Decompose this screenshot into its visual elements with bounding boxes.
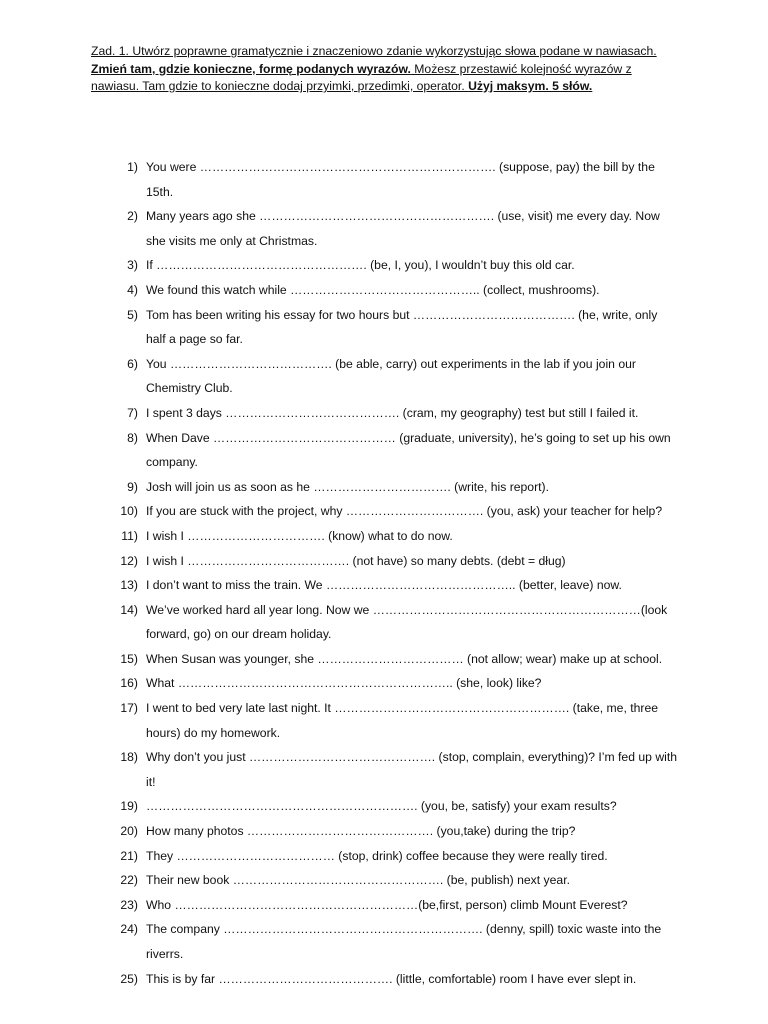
task-item xyxy=(108,204,678,253)
task-number: 7) xyxy=(127,405,138,420)
task-text: If ……………………………………………. (be, I, you), I wouldn’t buy this old car. xyxy=(146,258,575,273)
task-number: 21) xyxy=(120,848,138,863)
task-number: 5) xyxy=(127,307,138,322)
task-text: You …………………………………. (be able, carry) out experiments in the lab if you join our Chemistry Club. xyxy=(146,356,636,396)
task-text: The company ………………………………………………………. (denny, spill) toxic waste into the riverrs. xyxy=(146,922,662,961)
task-text: I don’t want to miss the train. We ……………………………………….. (better, leave) now. xyxy=(146,578,622,593)
task-item xyxy=(108,426,678,475)
task-number: 4) xyxy=(127,282,138,297)
task-text: You were ………………………………………………………………. (suppose, pay) the bill by the 15th. xyxy=(146,160,655,199)
task-text: If you are stuck with the project, why ……………………………. (you, ask) your teacher for help? xyxy=(146,504,663,519)
task-number: 1) xyxy=(127,160,138,174)
instructions-bold-2: Użyj maksym. 5 słów. xyxy=(468,79,593,93)
task-number: 25) xyxy=(120,971,138,986)
task-number: 10) xyxy=(120,504,138,519)
task-item xyxy=(108,917,678,966)
task-item xyxy=(108,844,678,869)
task-number: 11) xyxy=(121,528,138,543)
task-text: Josh will join us as soon as he ……………………………. (write, his report). xyxy=(146,479,549,494)
task-item xyxy=(108,278,678,303)
task-text: This is by far ……………………………………. (little, comfortable) room I have ever slept in. xyxy=(146,971,637,986)
task-text: How many photos ………………………………………. (you,take) during the trip? xyxy=(146,824,576,839)
task-number: 24) xyxy=(120,922,138,937)
task-text: I wish I …………………………………. (not have) so many debts. (debt = dług) xyxy=(146,553,566,568)
task-number: 19) xyxy=(120,799,138,814)
task-item xyxy=(108,745,678,794)
task-number: 23) xyxy=(120,897,138,912)
task-number: 13) xyxy=(120,578,138,593)
task-text: When Susan was younger, she ……………………………… (not allow; wear) make up at school. xyxy=(146,651,663,666)
task-number: 14) xyxy=(120,602,138,617)
task-text: When Dave ……………………………………… (graduate, university), he’s going to set up his own company. xyxy=(146,430,671,470)
task-text: I spent 3 days ……………………………………. (cram, my geography) test but still I failed it. xyxy=(146,405,639,420)
task-number: 15) xyxy=(120,651,138,666)
task-text: I went to bed very late last night. It …………………………………………………. (take, me, three hours) do my homework. xyxy=(146,701,659,740)
task-item xyxy=(108,573,678,598)
instructions-part-2: Możesz przestawić kolejność wyrazów z nawiasu. Tam gdzie to konieczne dodaj przyimki, przedimki, operator. xyxy=(91,61,632,93)
task-item xyxy=(108,671,678,696)
task-text: …………………………………………………………. (you, be, satisfy) your exam results? xyxy=(146,799,617,814)
task-instructions xyxy=(91,43,661,96)
task-text: Their new book ……………………………………………. (be, publish) next year. xyxy=(146,873,570,888)
task-item xyxy=(108,352,678,401)
task-item xyxy=(108,893,678,918)
task-item xyxy=(108,598,678,647)
task-text: Many years ago she …………………………………………………. (use, visit) me every day. Now she visits me only at Christmas. xyxy=(146,209,660,248)
task-item xyxy=(108,549,678,574)
task-text: I wish I ……………………………. (know) what to do now. xyxy=(146,528,453,543)
task-number: 22) xyxy=(120,873,138,888)
task-number: 3) xyxy=(127,258,138,273)
task-number: 17) xyxy=(120,701,138,716)
task-item xyxy=(108,499,678,524)
task-number: 9) xyxy=(127,479,138,494)
instructions-bold-1: Zmień tam, gdzie konieczne, formę podanych wyrazów. xyxy=(91,61,411,76)
task-text: Why don’t you just ………………………………………. (stop, complain, everything)? I’m fed up with it! xyxy=(146,750,677,789)
task-item xyxy=(108,155,678,204)
task-text: They ………………………………… (stop, drink) coffee because they were really tired. xyxy=(146,848,608,863)
task-item xyxy=(108,253,678,278)
task-item xyxy=(108,475,678,500)
task-list xyxy=(108,155,678,991)
task-item xyxy=(108,868,678,893)
task-text: We found this watch while ……………………………………….. (collect, mushrooms). xyxy=(146,282,600,297)
task-number: 18) xyxy=(120,750,138,765)
task-item xyxy=(108,303,678,352)
task-number: 8) xyxy=(127,430,138,445)
task-number: 12) xyxy=(120,553,138,568)
task-text: We’ve worked hard all year long. Now we …………………………………………………………(look forward, go) on our dream holiday. xyxy=(146,602,668,642)
task-item xyxy=(108,819,678,844)
task-item xyxy=(108,401,678,426)
task-item xyxy=(108,967,678,992)
task-text: Who ……………………………………………………(be,first, person) climb Mount Everest? xyxy=(146,897,628,912)
task-text: Tom has been writing his essay for two hours but …………………………………. (he, write, only half a page so far. xyxy=(146,307,658,347)
task-item xyxy=(108,696,678,745)
task-number: 16) xyxy=(120,676,138,691)
task-item xyxy=(108,647,678,672)
task-item xyxy=(108,524,678,549)
task-number: 6) xyxy=(127,356,138,371)
task-number: 20) xyxy=(120,824,138,839)
task-number: 2) xyxy=(127,209,138,224)
task-text: What ………………………………………………………….. (she, look) like? xyxy=(146,676,542,691)
instructions-part-1: Zad. 1. Utwórz poprawne gramatycznie i znaczeniowo zdanie wykorzystując słowa podane w nawiasach. xyxy=(91,44,657,58)
task-item xyxy=(108,794,678,819)
